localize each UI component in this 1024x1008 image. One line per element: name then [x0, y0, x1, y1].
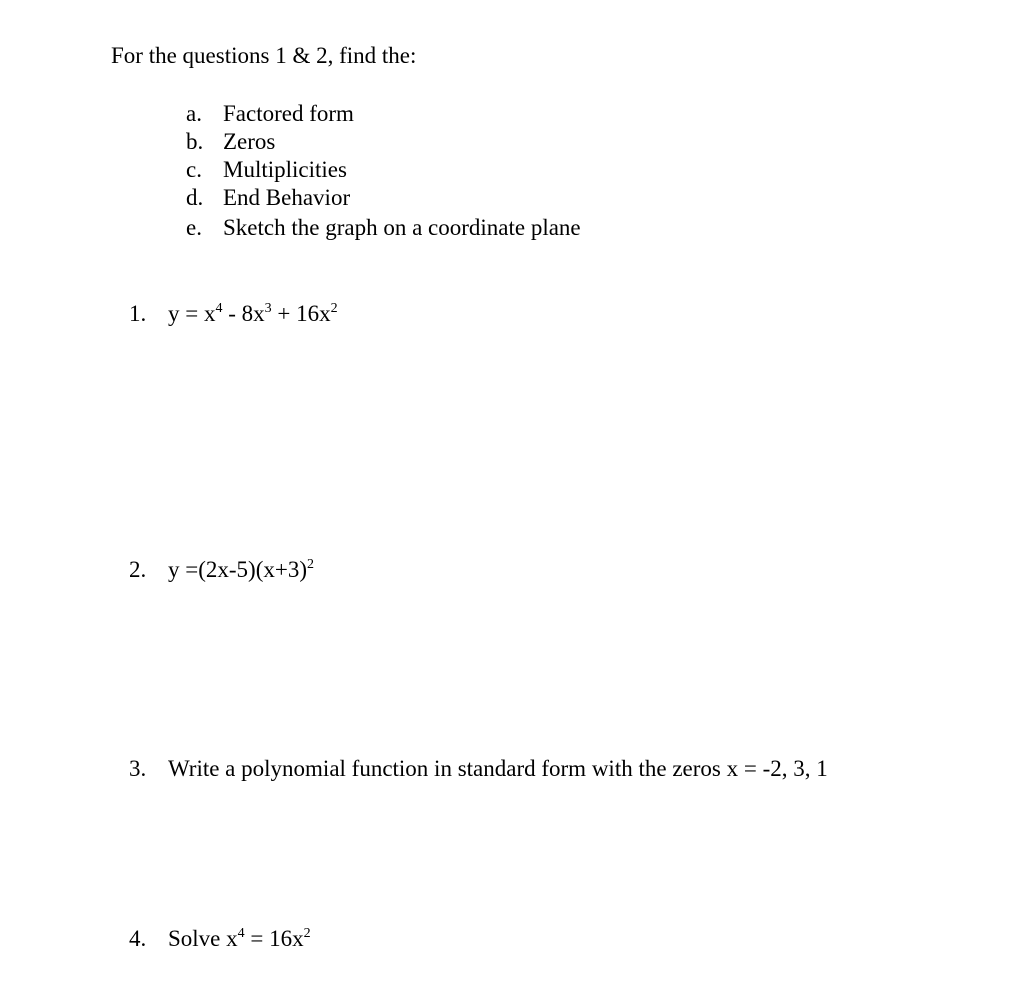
equation-part: y =(2x-5)(x+3) — [168, 557, 307, 582]
question-3 — [129, 756, 828, 782]
exponent: 2 — [330, 301, 338, 316]
intro-text: For the questions 1 & 2, find the: — [111, 43, 417, 68]
exponent: 2 — [303, 926, 311, 941]
exponent: 4 — [237, 926, 245, 941]
question-number: 4. — [129, 926, 147, 951]
question-2 — [129, 557, 314, 583]
question-number: 1. — [129, 301, 147, 326]
question-1 — [129, 301, 338, 327]
exponent: 3 — [264, 301, 272, 316]
sub-item-label: e. — [186, 215, 202, 240]
sub-item-text: Multiplicities — [223, 157, 347, 182]
sub-item-label: d. — [186, 185, 204, 210]
sub-item-text: End Behavior — [223, 185, 351, 210]
question-text — [168, 301, 338, 326]
sub-item-label: a. — [186, 101, 202, 126]
sub-item-text: Zeros — [223, 129, 276, 154]
equation-part: y = x — [168, 301, 216, 326]
question-4 — [129, 926, 311, 952]
sub-item-label: c. — [186, 157, 202, 182]
sub-item-text: Sketch the graph on a coordinate plane — [223, 215, 581, 240]
sub-item-label: b. — [186, 129, 204, 154]
exponent: 4 — [215, 301, 223, 316]
equation-part: + 16x — [271, 301, 331, 326]
sub-item-end-behavior — [186, 185, 350, 211]
question-number: 3. — [129, 756, 147, 781]
sub-item-multiplicities — [186, 157, 347, 183]
question-text — [168, 557, 314, 582]
sub-item-sketch-graph — [186, 215, 581, 241]
sub-item-zeros — [186, 129, 275, 155]
equation-part: - 8x — [222, 301, 265, 326]
sub-item-factored-form — [186, 101, 354, 127]
sub-item-text: Factored form — [223, 101, 354, 126]
equation-part: Solve x — [168, 926, 238, 951]
question-number: 2. — [129, 557, 147, 582]
exponent: 2 — [307, 557, 314, 572]
equation-part: = 16x — [244, 926, 304, 951]
question-text — [168, 926, 311, 951]
question-text: Write a polynomial function in standard form with the zeros x = -2, 3, 1 — [168, 756, 828, 781]
